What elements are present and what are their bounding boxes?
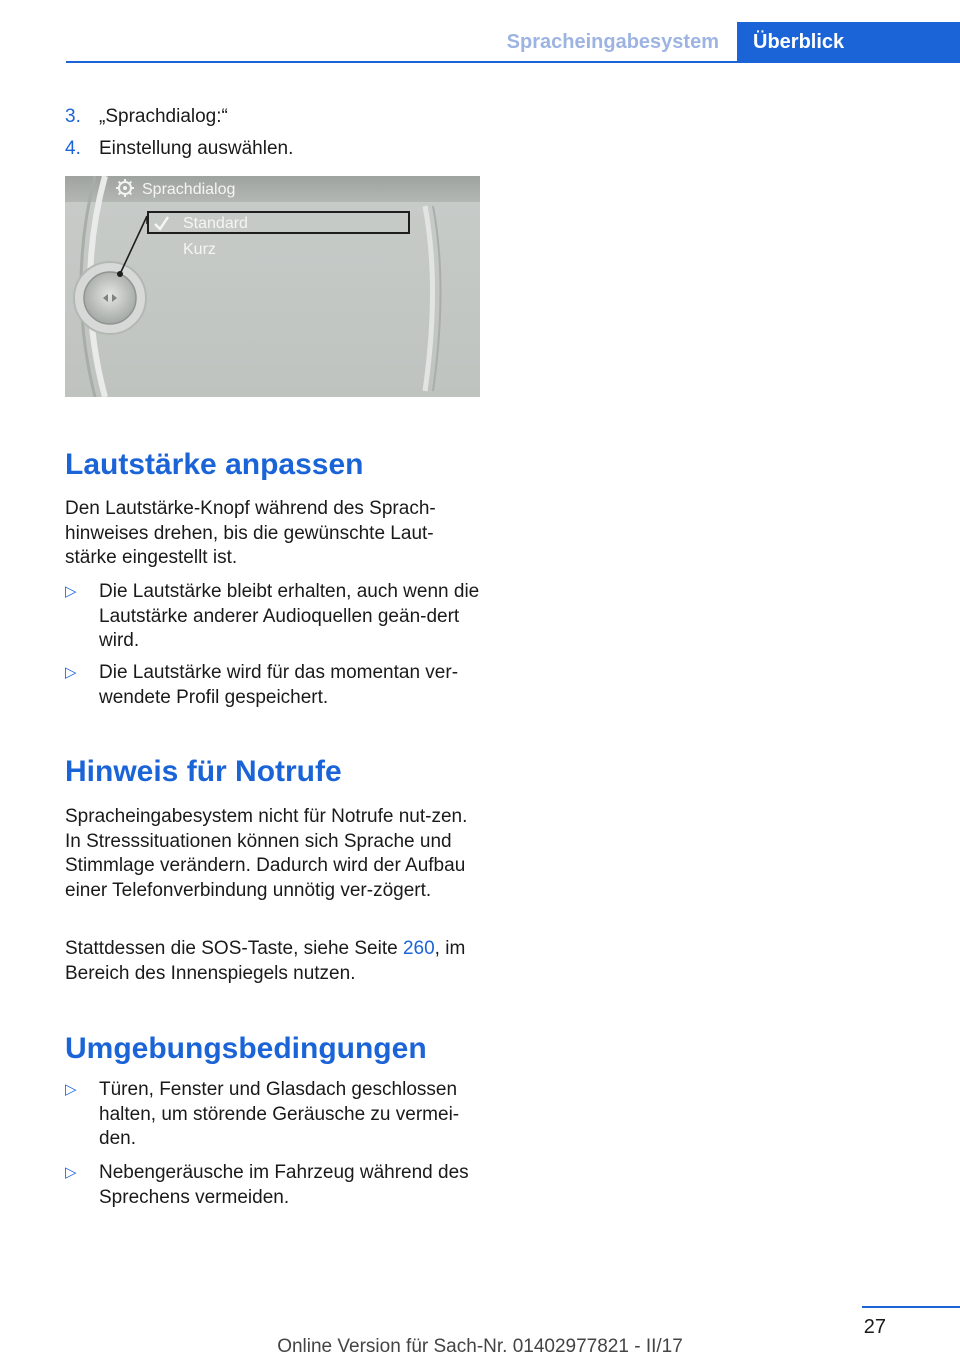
gear-icon <box>116 179 134 197</box>
step-text: Einstellung auswählen. <box>99 138 294 159</box>
page-link-260[interactable]: 260 <box>402 938 435 959</box>
step-number: 4. <box>65 138 81 159</box>
triangle-bullet-icon: ▷ <box>65 583 77 600</box>
heading-emergency: Hinweis für Notrufe <box>65 755 342 788</box>
list-item-text: Die Lautstärke wird für das momentan ver-wendete Profil gespeichert. <box>99 662 459 708</box>
step-number: 3. <box>65 106 81 127</box>
triangle-bullet-icon: ▷ <box>65 1164 77 1181</box>
screen-option-standard[interactable]: Standard <box>183 215 248 232</box>
page-number: 27 <box>863 1316 886 1338</box>
page-number-rule <box>862 1306 960 1308</box>
paragraph-text <box>65 937 485 986</box>
idrive-screen-image <box>65 176 480 397</box>
list-item-text: Nebengeräusche im Fahrzeug während des Sprechens vermeiden. <box>99 1162 469 1208</box>
footer-version-note: Online Version für Sach-Nr. 01402977821 - II/17 <box>277 1336 683 1357</box>
paragraph-volume-intro <box>65 497 485 571</box>
triangle-bullet-icon: ▷ <box>65 664 77 681</box>
paragraph-text: Den Lautstärke-Knopf während des Sprach-hinweises drehen, bis die gewünschte Laut-stärke eingestellt ist. <box>65 498 436 568</box>
header-chapter-tab: Überblick <box>737 22 960 62</box>
paragraph-text: Spracheingabesystem nicht für Notrufe nut-zen. In Stresssituationen können sich Sprache und Stimmlage verändern. Dadurch wird der Aufbau einer Telefonverbindung unnötig ver-zögert. <box>65 806 468 901</box>
paragraph-sos <box>65 937 485 986</box>
sos-text-before: Stattdessen die SOS-Taste, siehe Seite <box>65 938 403 959</box>
header-rule <box>66 61 960 63</box>
step-text: „Sprachdialog:“ <box>99 106 228 127</box>
list-item-text: Türen, Fenster und Glasdach geschlossen halten, um störende Geräusche zu vermei-den. <box>99 1079 460 1149</box>
sos-text-after: , im Bereich des Innenspiegels nutzen. <box>65 938 466 984</box>
triangle-bullet-icon: ▷ <box>65 1081 77 1098</box>
paragraph-emergency <box>65 805 485 903</box>
header-section-title: Spracheingabesystem <box>506 31 719 53</box>
screen-title: Sprachdialog <box>142 181 236 198</box>
list-item-text: Die Lautstärke bleibt erhalten, auch wenn die Lautstärke anderer Audioquellen geän-dert wird. <box>99 581 480 651</box>
screen-option-kurz[interactable]: Kurz <box>183 241 216 258</box>
heading-environment: Umgebungsbedingungen <box>65 1032 427 1065</box>
heading-volume: Lautstärke anpassen <box>65 448 364 481</box>
